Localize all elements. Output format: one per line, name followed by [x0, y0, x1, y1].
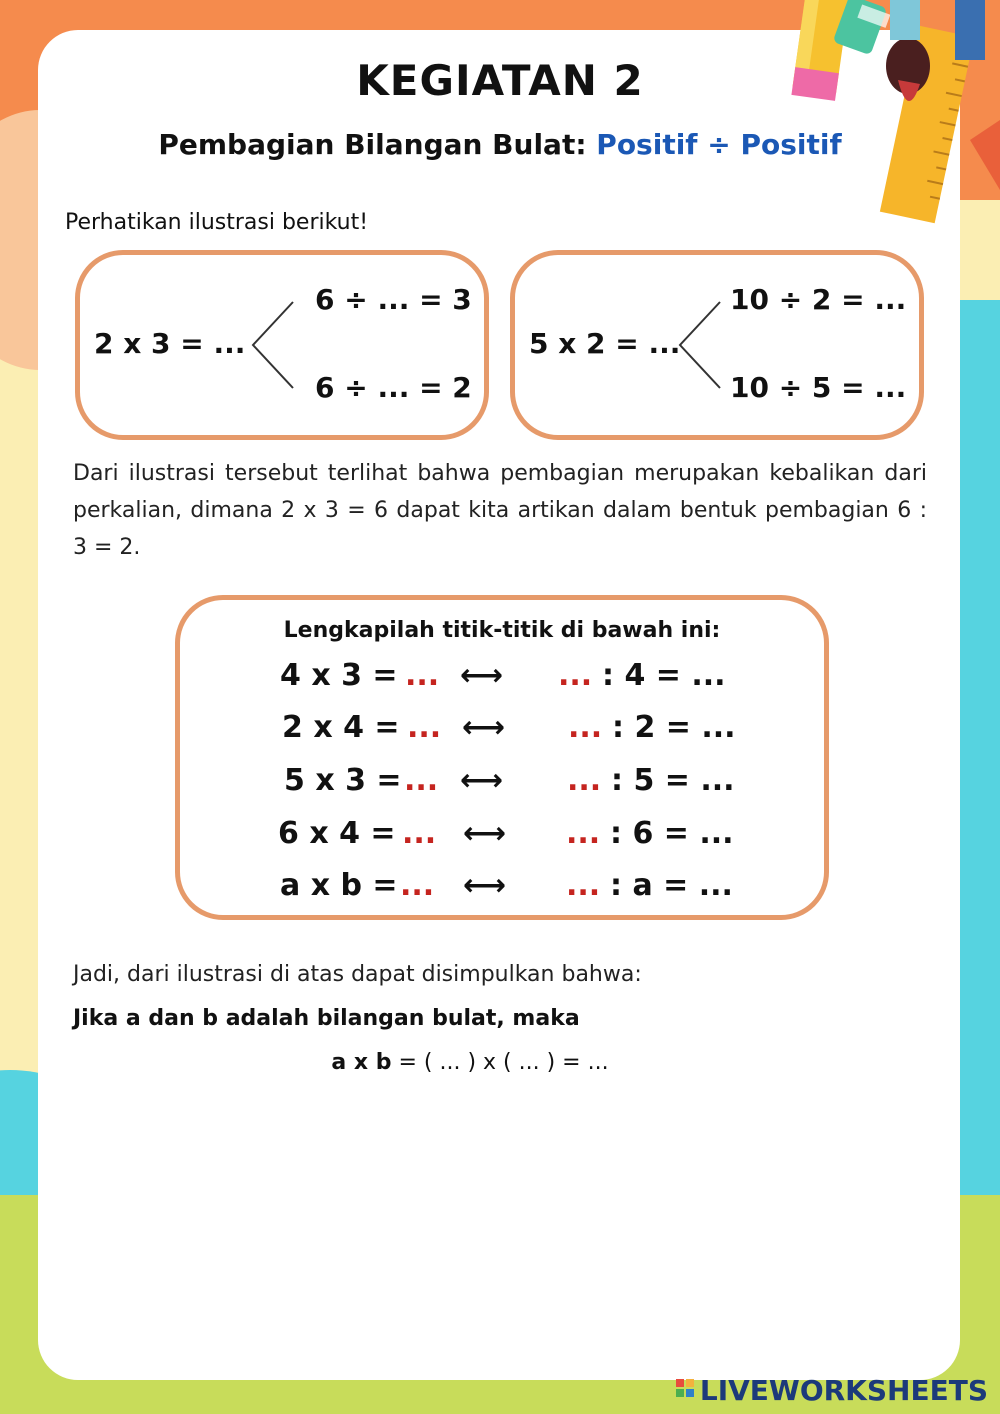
row-product: 2 x 4 = — [282, 710, 400, 745]
illustration-1-division-top: 6 ÷ ... = 3 — [315, 283, 472, 316]
row-product: a x b = — [280, 868, 398, 903]
double-arrow-icon: ⟷ — [460, 658, 504, 693]
double-arrow-icon: ⟷ — [463, 816, 507, 851]
exercise-box — [175, 595, 829, 920]
liveworksheets-logo — [676, 1374, 988, 1407]
row-product: 6 x 4 = — [278, 816, 396, 851]
formula — [0, 1050, 940, 1075]
explanation-paragraph: Dari ilustrasi tersebut terlihat bahwa pembagian merupakan kebalikan dari perkalian, dimana 2 x 3 = 6 dapat kita artikan dalam bentuk pembagian 6 : 3 = 2. — [73, 461, 927, 560]
double-arrow-icon: ⟷ — [462, 710, 506, 745]
subtitle-highlight: Positif ÷ Positif — [596, 128, 842, 161]
answer-blank[interactable]: ... — [558, 658, 593, 693]
exercise-title: Lengkapilah titik-titik di bawah ini: — [283, 618, 721, 643]
illustration-2-division-top: 10 ÷ 2 = ... — [730, 283, 907, 316]
branch-lines — [675, 300, 725, 390]
illustration-box-1 — [75, 250, 489, 440]
row-product: 4 x 3 = — [280, 658, 398, 693]
brand-name: LIVEWORKSHEETS — [699, 1374, 988, 1407]
answer-blank[interactable]: ... — [566, 816, 601, 851]
row-product: 5 x 3 = — [284, 763, 402, 798]
double-arrow-icon: ⟷ — [463, 868, 507, 903]
answer-blank[interactable]: ... — [404, 763, 439, 798]
answer-blank[interactable]: ... — [402, 816, 437, 851]
liveworksheets-logo-icon — [676, 1377, 696, 1405]
illustration-2-division-bottom: 10 ÷ 5 = ... — [730, 371, 907, 404]
page-title: KEGIATAN 2 — [356, 56, 644, 105]
row-division: : 4 = ... — [602, 658, 726, 693]
answer-blank[interactable]: ... — [567, 763, 602, 798]
subtitle-prefix: Pembagian Bilangan Bulat: — [158, 128, 587, 161]
answer-blank[interactable]: ... — [407, 710, 442, 745]
illustration-1-division-bottom: 6 ÷ ... = 2 — [315, 371, 472, 404]
illustration-1-product: 2 x 3 = ... — [94, 327, 246, 360]
answer-blank[interactable]: ... — [400, 868, 435, 903]
answer-blank[interactable]: ... — [405, 658, 440, 693]
branch-lines — [248, 300, 298, 390]
page-subtitle — [0, 128, 1000, 161]
formula-rest: = ( ... ) x ( ... ) = ... — [391, 1050, 609, 1075]
row-division: : 2 = ... — [612, 710, 736, 745]
illustration-2-product: 5 x 2 = ... — [529, 327, 681, 360]
rule-text: Jika a dan b adalah bilangan bulat, maka — [73, 1006, 580, 1031]
answer-blank[interactable]: ... — [568, 710, 603, 745]
answer-blank[interactable]: ... — [566, 868, 601, 903]
double-arrow-icon: ⟷ — [460, 763, 504, 798]
illustration-box-2 — [510, 250, 924, 440]
formula-lead: a x b — [331, 1050, 392, 1075]
row-division: : 5 = ... — [611, 763, 735, 798]
row-division: : a = ... — [610, 868, 733, 903]
conclusion-text: Jadi, dari ilustrasi di atas dapat disimpulkan bahwa: — [73, 962, 642, 987]
row-division: : 6 = ... — [610, 816, 734, 851]
intro-text: Perhatikan ilustrasi berikut! — [65, 210, 369, 235]
